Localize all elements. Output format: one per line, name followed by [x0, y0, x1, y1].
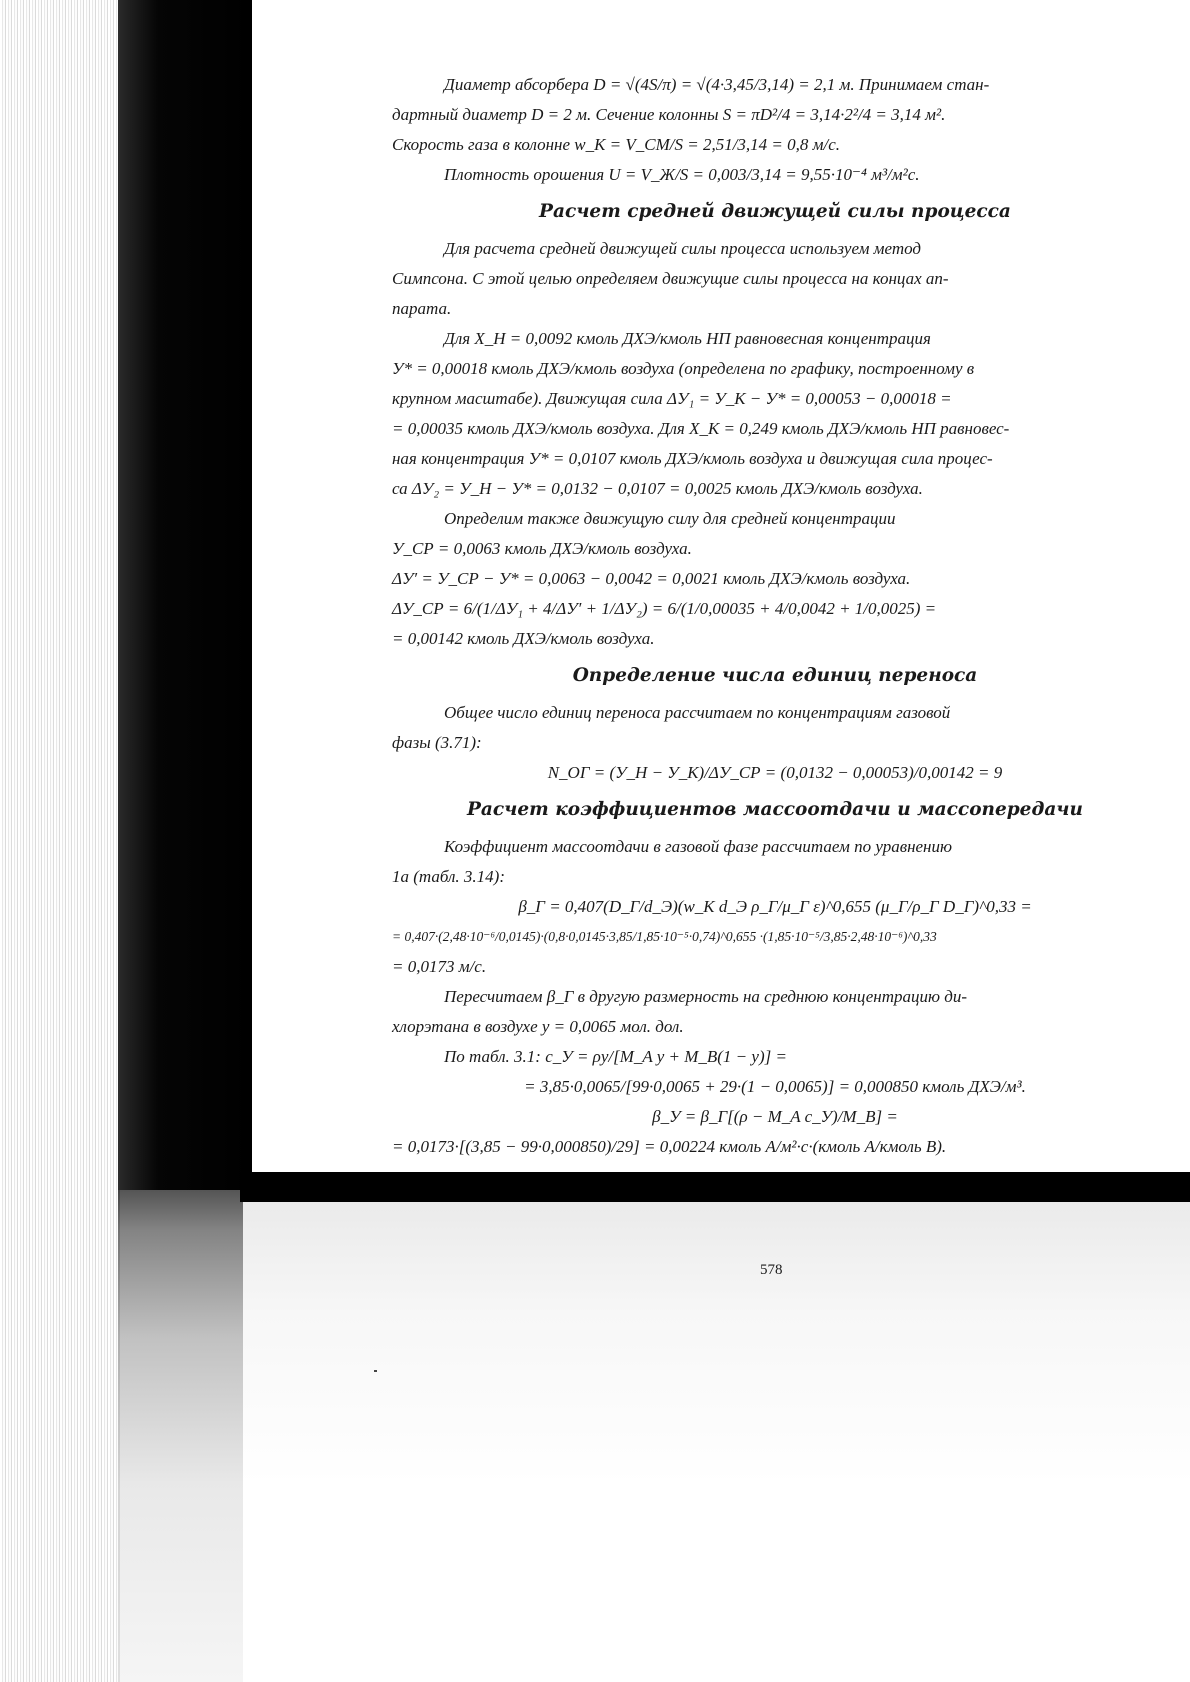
- text-line: са ΔУ₂ = У_Н − У* = 0,0132 − 0,0107 = 0,0025 кмоль ДХЭ/кмоль воздуха.: [392, 479, 923, 498]
- section-heading: Определение числа единиц переноса: [572, 665, 978, 686]
- page-number: 578: [760, 1262, 783, 1278]
- scan-edge-noise: [0, 0, 118, 1682]
- text-line: Диаметр абсорбера D = √(4S/π) = √(4·3,45/3,14) = 2,1 м. Принимаем стан-: [444, 75, 990, 94]
- formula-line: = 0,407·(2,48·10⁻⁶/0,0145)·(0,8·0,0145·3,85/1,85·10⁻⁵·0,74)^0,655 ·(1,85·10⁻⁵/3,85·2,48·10⁻⁶)^0,33: [392, 929, 937, 944]
- text-line: Скорость газа в колонне w_К = V_СМ/S = 2,51/3,14 = 0,8 м/с.: [392, 135, 841, 154]
- text-line: парата.: [392, 299, 452, 318]
- text-line: Пересчитаем β_Г в другую размерность на среднюю концентрацию ди-: [444, 987, 967, 1006]
- scanner-bed-area: [120, 1190, 1190, 1682]
- formula-line: По табл. 3.1: c_У = ρy/[M_A y + M_B(1 − y)] =: [444, 1047, 787, 1066]
- text-line: Плотность орошения U = V_Ж/S = 0,003/3,14 = 9,55·10⁻⁴ м³/м²с.: [444, 165, 920, 184]
- lower-spine-shadow: [118, 1190, 243, 1682]
- page-text: [392, 70, 1158, 1162]
- section-heading: Расчет коэффициентов массоотдачи и массопередачи: [467, 799, 1083, 820]
- text-line: хлорэтана в воздухе y = 0,0065 мол. дол.: [392, 1017, 684, 1036]
- text-line: крупном масштабе). Движущая сила ΔУ₁ = У_К − У* = 0,00053 − 0,00018 =: [392, 389, 952, 408]
- formula-line: ΔУ_СР = 6/(1/ΔУ₁ + 4/ΔУ′ + 1/ΔУ₂) = 6/(1/0,00035 + 4/0,0042 + 1/0,0025) =: [392, 599, 937, 618]
- text-line: дартный диаметр D = 2 м. Сечение колонны S = πD²/4 = 3,14·2²/4 = 3,14 м².: [392, 105, 946, 124]
- formula-line: β_Г = 0,407(D_Г/d_Э)(w_К d_Э ρ_Г/μ_Г ε)^0,655 (μ_Г/ρ_Г D_Г)^0,33 =: [518, 897, 1032, 916]
- formula-line: β_У = β_Г[(ρ − M_A c_У)/M_B] =: [652, 1107, 898, 1126]
- formula-line: ΔУ′ = У_СР − У* = 0,0063 − 0,0042 = 0,0021 кмоль ДХЭ/кмоль воздуха.: [392, 569, 911, 588]
- speck: [374, 1370, 377, 1372]
- formula-line: = 0,00142 кмоль ДХЭ/кмоль воздуха.: [392, 629, 655, 648]
- text-line: Симпсона. С этой целью определяем движущие силы процесса на концах ап-: [392, 269, 949, 288]
- text-line: У* = 0,00018 кмоль ДХЭ/кмоль воздуха (определена по графику, построенному в: [392, 359, 975, 378]
- page-bottom-edge-shadow: [240, 1172, 1190, 1202]
- text-line: Определим также движущую силу для средней концентрации: [444, 509, 896, 528]
- text-line: Для расчета средней движущей силы процесса используем метод: [444, 239, 921, 258]
- formula-line: = 0,0173·[(3,85 − 99·0,000850)/29] = 0,00224 кмоль А/м²·с·(кмоль А/кмоль В).: [392, 1137, 947, 1156]
- formula-line: = 3,85·0,0065/[99·0,0065 + 29·(1 − 0,0065)] = 0,000850 кмоль ДХЭ/м³.: [524, 1077, 1026, 1096]
- section-heading: Расчет средней движущей силы процесса: [539, 201, 1011, 222]
- text-line: ная концентрация У* = 0,0107 кмоль ДХЭ/кмоль воздуха и движущая сила процес-: [392, 449, 993, 468]
- text-line: Для X_Н = 0,0092 кмоль ДХЭ/кмоль НП равновесная концентрация: [444, 329, 931, 348]
- text-line: фазы (3.71):: [392, 733, 482, 752]
- text-line: У_СР = 0,0063 кмоль ДХЭ/кмоль воздуха.: [392, 539, 692, 558]
- text-line: Коэффициент массоотдачи в газовой фазе рассчитаем по уравнению: [444, 837, 952, 856]
- text-line: 1а (табл. 3.14):: [392, 867, 506, 886]
- text-line: Общее число единиц переноса рассчитаем по концентрациям газовой: [444, 703, 951, 722]
- text-line: = 0,00035 кмоль ДХЭ/кмоль воздуха. Для X_К = 0,249 кмоль ДХЭ/кмоль НП равновес-: [392, 419, 1010, 438]
- formula-line: N_ОГ = (У_Н − У_К)/ΔУ_СР = (0,0132 − 0,00053)/0,00142 = 9: [547, 763, 1003, 782]
- formula-line: = 0,0173 м/с.: [392, 957, 487, 976]
